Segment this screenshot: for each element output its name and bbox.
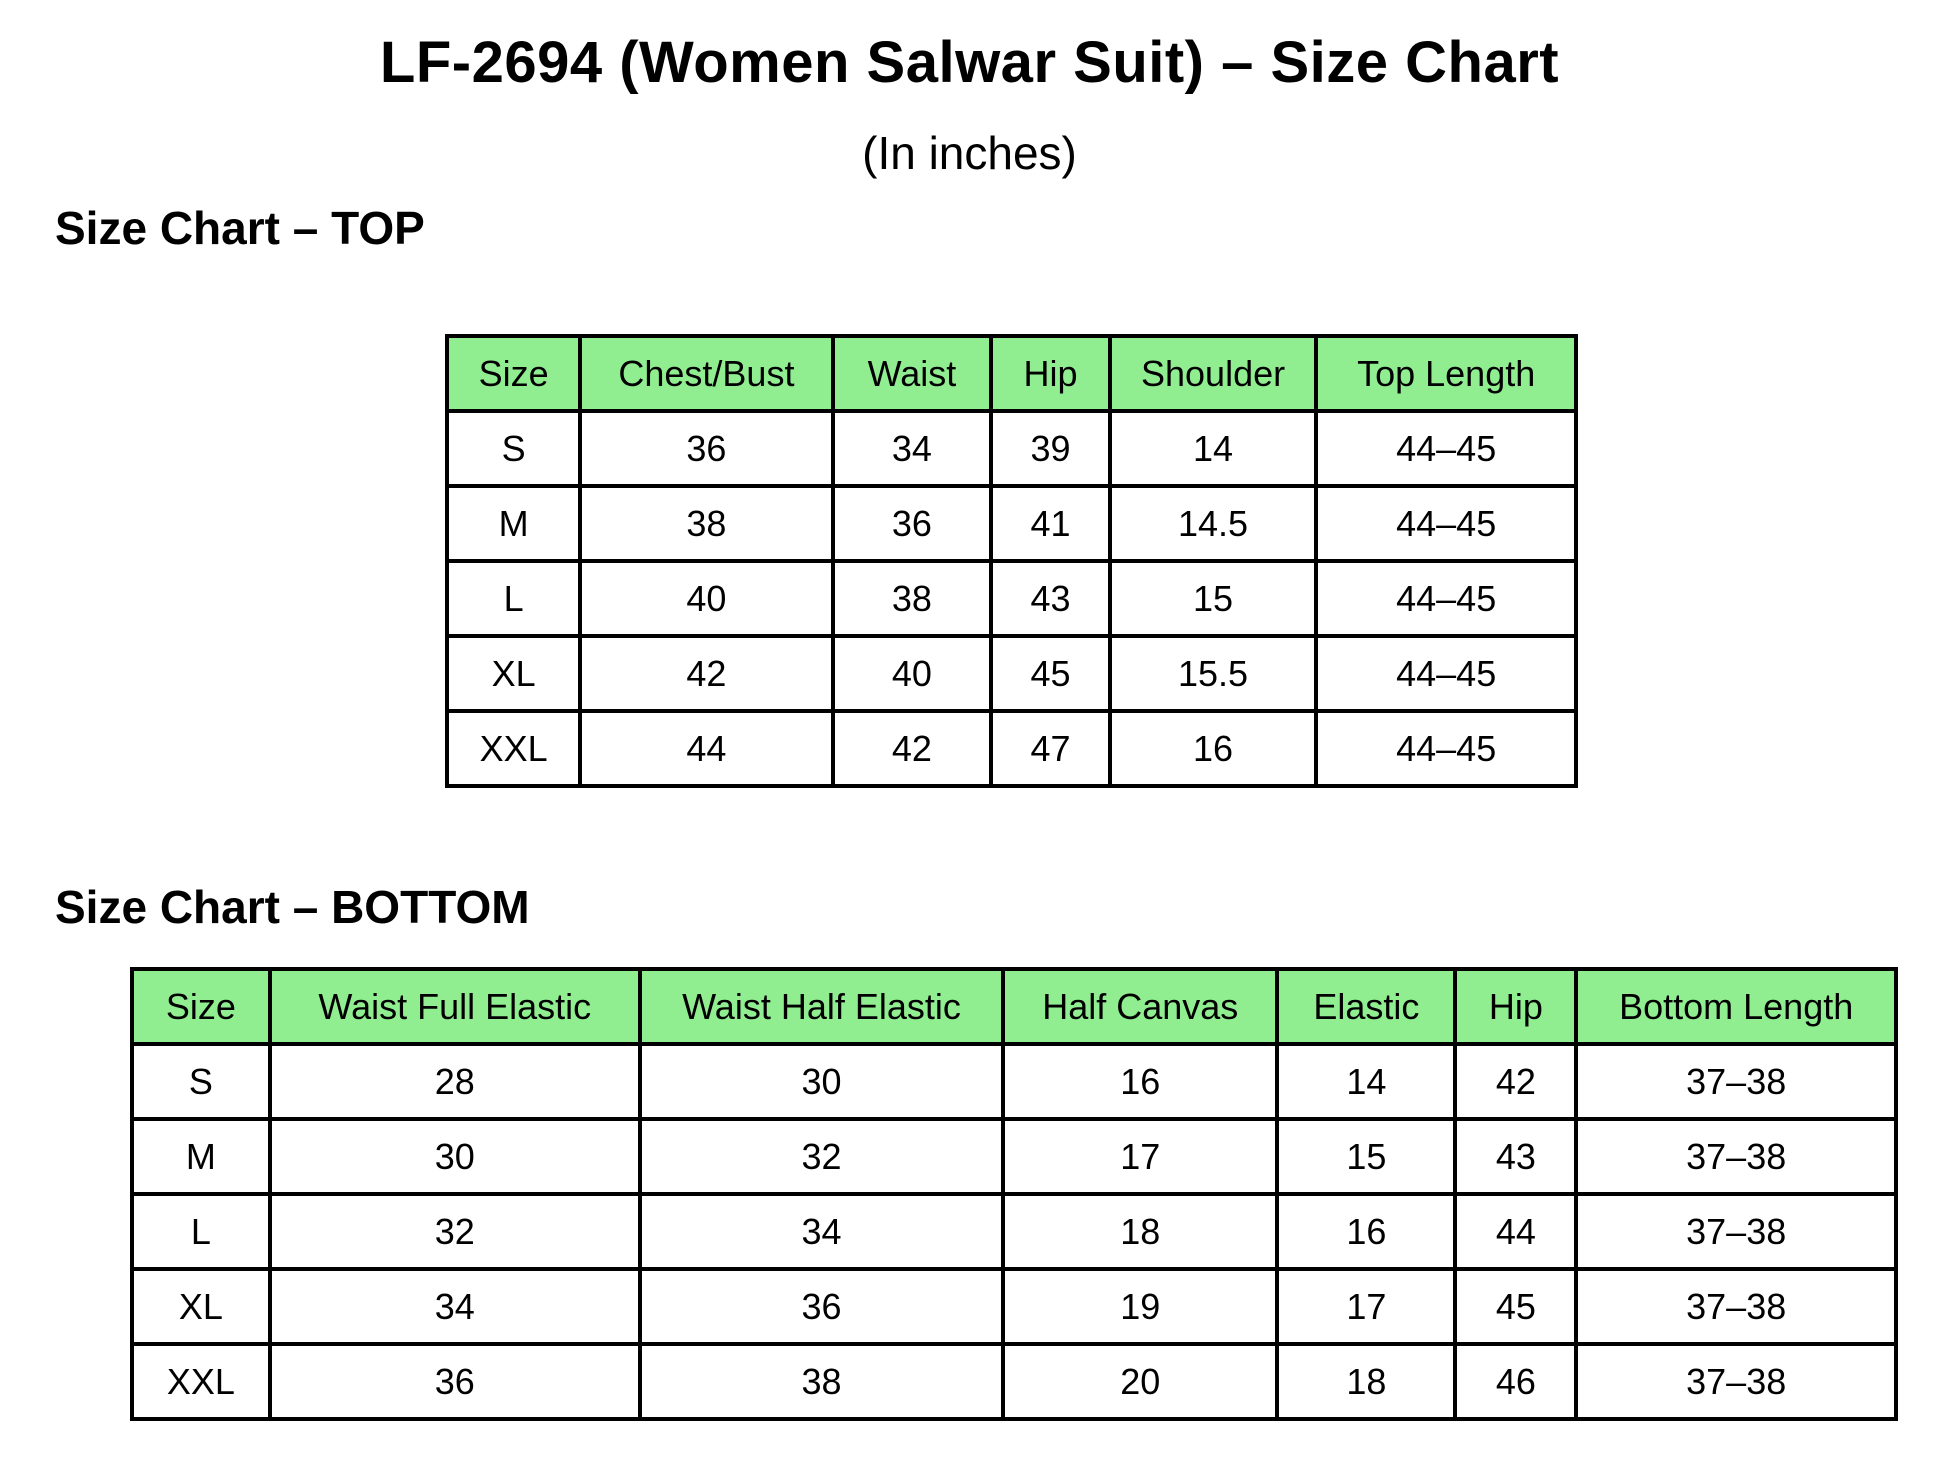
table-cell: 38 <box>580 486 832 561</box>
column-header: Size <box>447 336 580 411</box>
table-cell: 14.5 <box>1110 486 1317 561</box>
section-heading-top: Size Chart – TOP <box>55 201 425 254</box>
table-cell: 16 <box>1110 711 1317 786</box>
table-cell: M <box>132 1119 270 1194</box>
table-cell: XL <box>447 636 580 711</box>
table-cell: S <box>132 1044 270 1119</box>
table-cell: 42 <box>833 711 992 786</box>
table-cell: 37–38 <box>1576 1044 1896 1119</box>
column-header: Bottom Length <box>1576 969 1896 1044</box>
table-cell: 44–45 <box>1316 411 1576 486</box>
table-cell: 44 <box>580 711 832 786</box>
table-cell: 42 <box>1455 1044 1576 1119</box>
table-cell: 37–38 <box>1576 1194 1896 1269</box>
table-cell: 36 <box>270 1344 640 1419</box>
size-table-bottom <box>130 967 1898 1421</box>
header-row <box>447 336 1576 411</box>
table-cell: XXL <box>132 1344 270 1419</box>
table-cell: S <box>447 411 580 486</box>
table-row <box>447 636 1576 711</box>
table-cell: 15 <box>1277 1119 1455 1194</box>
table-cell: 15 <box>1110 561 1317 636</box>
table-row <box>132 1044 1896 1119</box>
table-cell: 19 <box>1003 1269 1277 1344</box>
table-cell: 37–38 <box>1576 1344 1896 1419</box>
table-cell: L <box>447 561 580 636</box>
table-cell: 38 <box>833 561 992 636</box>
column-header: Waist Full Elastic <box>270 969 640 1044</box>
table-cell: 44–45 <box>1316 486 1576 561</box>
table-cell: 36 <box>640 1269 1003 1344</box>
table-row <box>447 486 1576 561</box>
column-header: Half Canvas <box>1003 969 1277 1044</box>
table-cell: 17 <box>1003 1119 1277 1194</box>
table-cell: 40 <box>580 561 832 636</box>
table-cell: 32 <box>640 1119 1003 1194</box>
table-cell: 34 <box>640 1194 1003 1269</box>
table-row <box>447 711 1576 786</box>
table-cell: 44 <box>1455 1194 1576 1269</box>
table-cell: 44–45 <box>1316 711 1576 786</box>
table-row <box>132 1344 1896 1419</box>
table-row <box>132 1194 1896 1269</box>
table-cell: 47 <box>991 711 1109 786</box>
header-row <box>132 969 1896 1044</box>
table-cell: 14 <box>1277 1044 1455 1119</box>
page-title: LF-2694 (Women Salwar Suit) – Size Chart <box>379 30 1560 95</box>
table-cell: 37–38 <box>1576 1119 1896 1194</box>
table-row <box>132 1269 1896 1344</box>
table-cell: 36 <box>833 486 992 561</box>
subtitle-units: (In inches) <box>862 126 1077 179</box>
table-row <box>132 1119 1896 1194</box>
size-table-top <box>445 334 1578 788</box>
table-row <box>447 561 1576 636</box>
table-cell: 30 <box>640 1044 1003 1119</box>
table-cell: 43 <box>991 561 1109 636</box>
table-cell: 32 <box>270 1194 640 1269</box>
table-cell: 30 <box>270 1119 640 1194</box>
table-cell: 15.5 <box>1110 636 1317 711</box>
table-cell: XL <box>132 1269 270 1344</box>
table-cell: 42 <box>580 636 832 711</box>
table-cell: XXL <box>447 711 580 786</box>
table-cell: 34 <box>833 411 992 486</box>
column-header: Chest/Bust <box>580 336 832 411</box>
table-cell: 39 <box>991 411 1109 486</box>
table-cell: 17 <box>1277 1269 1455 1344</box>
table-cell: 28 <box>270 1044 640 1119</box>
table-cell: 43 <box>1455 1119 1576 1194</box>
table-cell: 14 <box>1110 411 1317 486</box>
column-header: Top Length <box>1316 336 1576 411</box>
table-cell: 20 <box>1003 1344 1277 1419</box>
table-cell: 37–38 <box>1576 1269 1896 1344</box>
column-header: Size <box>132 969 270 1044</box>
table-cell: 44–45 <box>1316 561 1576 636</box>
table-cell: 38 <box>640 1344 1003 1419</box>
table-cell: 16 <box>1277 1194 1455 1269</box>
table-cell: M <box>447 486 580 561</box>
column-header: Hip <box>991 336 1109 411</box>
table-cell: 41 <box>991 486 1109 561</box>
column-header: Elastic <box>1277 969 1455 1044</box>
column-header: Hip <box>1455 969 1576 1044</box>
table-cell: 18 <box>1277 1344 1455 1419</box>
table-cell: 40 <box>833 636 992 711</box>
column-header: Waist Half Elastic <box>640 969 1003 1044</box>
section-heading-bottom: Size Chart – BOTTOM <box>55 881 530 934</box>
table-cell: L <box>132 1194 270 1269</box>
column-header: Waist <box>833 336 992 411</box>
table-cell: 16 <box>1003 1044 1277 1119</box>
column-header: Shoulder <box>1110 336 1317 411</box>
table-cell: 44–45 <box>1316 636 1576 711</box>
table-cell: 45 <box>1455 1269 1576 1344</box>
table-row <box>447 411 1576 486</box>
table-cell: 34 <box>270 1269 640 1344</box>
table-cell: 36 <box>580 411 832 486</box>
table-cell: 46 <box>1455 1344 1576 1419</box>
table-cell: 45 <box>991 636 1109 711</box>
table-cell: 18 <box>1003 1194 1277 1269</box>
